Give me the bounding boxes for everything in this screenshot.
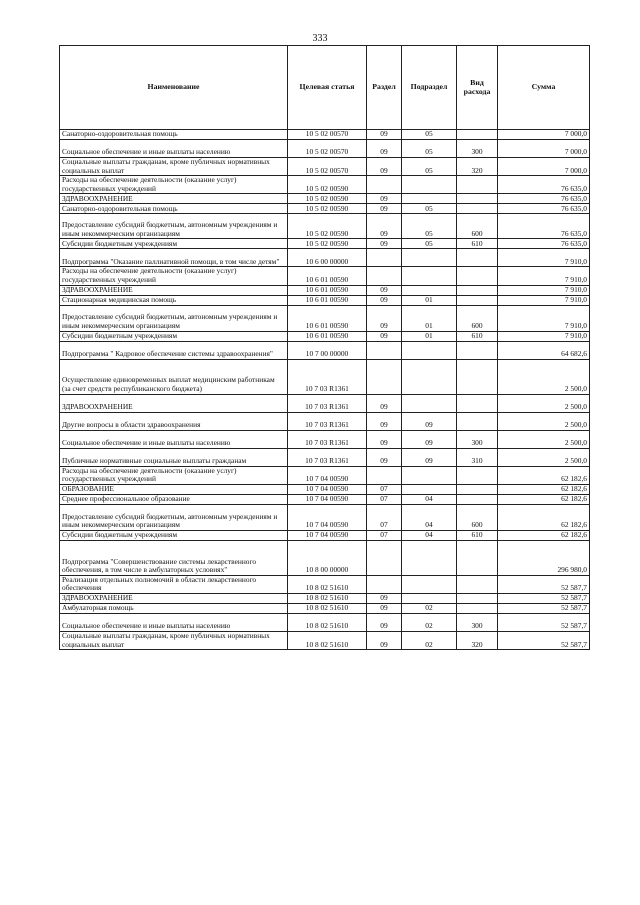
cell-sum: 7 910,0 bbox=[498, 249, 590, 267]
cell-code: 10 7 04 00590 bbox=[288, 484, 367, 494]
cell-name: Подпрограмма "Совершенствование системы лекарственного обеспечения, в том числе в амбулаторных условиях" bbox=[60, 540, 288, 575]
table-row bbox=[60, 575, 590, 593]
cell-code: 10 5 02 00570 bbox=[288, 130, 367, 140]
cell-section: 09 bbox=[367, 631, 402, 649]
cell-type: 600 bbox=[457, 305, 498, 331]
table-row bbox=[60, 613, 590, 631]
cell-subsection bbox=[402, 359, 457, 394]
cell-name: ЗДРАВООХРАНЕНИЕ bbox=[60, 593, 288, 603]
cell-sum: 2 500,0 bbox=[498, 412, 590, 430]
cell-sum: 7 910,0 bbox=[498, 285, 590, 295]
cell-code: 10 6 01 00590 bbox=[288, 285, 367, 295]
cell-type: 610 bbox=[457, 530, 498, 540]
cell-code: 10 7 04 00590 bbox=[288, 530, 367, 540]
cell-subsection bbox=[402, 194, 457, 204]
table-row bbox=[60, 540, 590, 575]
cell-sum: 7 910,0 bbox=[498, 331, 590, 341]
cell-code: 10 5 02 00570 bbox=[288, 140, 367, 158]
cell-section: 07 bbox=[367, 494, 402, 504]
cell-type: 610 bbox=[457, 331, 498, 341]
cell-name: Санаторно-оздоровительная помощь bbox=[60, 204, 288, 214]
cell-section bbox=[367, 341, 402, 359]
cell-section: 07 bbox=[367, 484, 402, 494]
cell-section bbox=[367, 359, 402, 394]
cell-name: Субсидии бюджетным учреждениям bbox=[60, 331, 288, 341]
cell-code: 10 6 00 00000 bbox=[288, 249, 367, 267]
cell-type bbox=[457, 341, 498, 359]
cell-name: Стационарная медицинская помощь bbox=[60, 295, 288, 305]
table-row bbox=[60, 530, 590, 540]
page-number: 333 bbox=[312, 33, 328, 44]
cell-code: 10 6 01 00590 bbox=[288, 331, 367, 341]
cell-section bbox=[367, 466, 402, 484]
cell-sum: 76 635,0 bbox=[498, 239, 590, 249]
cell-type bbox=[457, 176, 498, 194]
cell-type bbox=[457, 249, 498, 267]
cell-type bbox=[457, 130, 498, 140]
cell-name: Предоставление субсидий бюджетным, автономным учреждениям и иным некоммерческим организациям bbox=[60, 504, 288, 530]
cell-section bbox=[367, 540, 402, 575]
table-row bbox=[60, 494, 590, 504]
cell-sum: 2 500,0 bbox=[498, 394, 590, 412]
cell-code: 10 7 04 00590 bbox=[288, 494, 367, 504]
cell-name: Санаторно-оздоровительная помощь bbox=[60, 130, 288, 140]
cell-section: 09 bbox=[367, 331, 402, 341]
cell-type bbox=[457, 285, 498, 295]
cell-code: 10 7 03 R1361 bbox=[288, 412, 367, 430]
cell-sum: 2 500,0 bbox=[498, 448, 590, 466]
cell-sum: 62 182,6 bbox=[498, 484, 590, 494]
cell-subsection bbox=[402, 540, 457, 575]
cell-section: 09 bbox=[367, 239, 402, 249]
table-row bbox=[60, 204, 590, 214]
table-row bbox=[60, 305, 590, 331]
cell-name: Подпрограмма " Кадровое обеспечение системы здравоохранения" bbox=[60, 341, 288, 359]
cell-code: 10 7 03 R1361 bbox=[288, 448, 367, 466]
cell-subsection bbox=[402, 593, 457, 603]
table-row bbox=[60, 214, 590, 239]
cell-subsection: 09 bbox=[402, 430, 457, 448]
cell-code: 10 7 04 00590 bbox=[288, 504, 367, 530]
cell-subsection: 04 bbox=[402, 504, 457, 530]
cell-subsection bbox=[402, 341, 457, 359]
cell-name: Расходы на обеспечение деятельности (оказание услуг) государственных учреждений bbox=[60, 466, 288, 484]
table-row bbox=[60, 631, 590, 649]
cell-name: ЗДРАВООХРАНЕНИЕ bbox=[60, 285, 288, 295]
cell-subsection: 09 bbox=[402, 448, 457, 466]
cell-section: 09 bbox=[367, 204, 402, 214]
table-row bbox=[60, 430, 590, 448]
table-row bbox=[60, 593, 590, 603]
cell-type bbox=[457, 494, 498, 504]
cell-subsection bbox=[402, 466, 457, 484]
cell-sum: 64 682,6 bbox=[498, 341, 590, 359]
cell-code: 10 7 03 R1361 bbox=[288, 359, 367, 394]
cell-sum: 62 182,6 bbox=[498, 530, 590, 540]
header-name: Наименование bbox=[60, 46, 288, 130]
cell-type bbox=[457, 359, 498, 394]
cell-sum: 7 000,0 bbox=[498, 130, 590, 140]
cell-subsection: 05 bbox=[402, 140, 457, 158]
table-row bbox=[60, 130, 590, 140]
cell-name: ОБРАЗОВАНИЕ bbox=[60, 484, 288, 494]
cell-type bbox=[457, 575, 498, 593]
header-code: Целевая статья bbox=[288, 46, 367, 130]
table-row bbox=[60, 359, 590, 394]
cell-sum: 2 500,0 bbox=[498, 359, 590, 394]
cell-type: 320 bbox=[457, 631, 498, 649]
cell-section bbox=[367, 575, 402, 593]
cell-name: Реализация отдельных полномочий в области лекарственного обеспечения bbox=[60, 575, 288, 593]
table-row bbox=[60, 448, 590, 466]
cell-subsection: 02 bbox=[402, 631, 457, 649]
table-row bbox=[60, 341, 590, 359]
header-subsection: Подраздел bbox=[402, 46, 457, 130]
cell-code: 10 7 00 00000 bbox=[288, 341, 367, 359]
header-type: Вид расхода bbox=[457, 46, 498, 130]
cell-code: 10 6 01 00590 bbox=[288, 295, 367, 305]
cell-subsection: 02 bbox=[402, 603, 457, 613]
cell-sum: 62 182,6 bbox=[498, 504, 590, 530]
table-row bbox=[60, 394, 590, 412]
cell-section: 09 bbox=[367, 603, 402, 613]
table-row bbox=[60, 194, 590, 204]
cell-subsection bbox=[402, 285, 457, 295]
table-row bbox=[60, 239, 590, 249]
cell-sum: 7 000,0 bbox=[498, 158, 590, 176]
cell-subsection bbox=[402, 267, 457, 285]
cell-name: ЗДРАВООХРАНЕНИЕ bbox=[60, 394, 288, 412]
cell-sum: 76 635,0 bbox=[498, 204, 590, 214]
cell-name: Осуществление единовременных выплат медицинским работникам (за счет средств республиканского бюджета) bbox=[60, 359, 288, 394]
cell-section bbox=[367, 267, 402, 285]
cell-type bbox=[457, 204, 498, 214]
cell-sum: 76 635,0 bbox=[498, 194, 590, 204]
cell-subsection: 01 bbox=[402, 331, 457, 341]
cell-type bbox=[457, 412, 498, 430]
cell-code: 10 6 01 00590 bbox=[288, 267, 367, 285]
cell-sum: 7 910,0 bbox=[498, 295, 590, 305]
cell-section: 09 bbox=[367, 158, 402, 176]
cell-section: 07 bbox=[367, 530, 402, 540]
cell-sum: 52 587,7 bbox=[498, 593, 590, 603]
cell-type: 300 bbox=[457, 430, 498, 448]
cell-type bbox=[457, 194, 498, 204]
cell-subsection bbox=[402, 176, 457, 194]
cell-section: 09 bbox=[367, 430, 402, 448]
cell-type bbox=[457, 603, 498, 613]
cell-code: 10 7 04 00590 bbox=[288, 466, 367, 484]
cell-subsection: 02 bbox=[402, 613, 457, 631]
cell-subsection: 04 bbox=[402, 494, 457, 504]
cell-subsection: 09 bbox=[402, 412, 457, 430]
table-row bbox=[60, 603, 590, 613]
header-section: Раздел bbox=[367, 46, 402, 130]
cell-name: Другие вопросы в области здравоохранения bbox=[60, 412, 288, 430]
cell-section: 09 bbox=[367, 305, 402, 331]
cell-subsection bbox=[402, 575, 457, 593]
cell-code: 10 5 02 00590 bbox=[288, 239, 367, 249]
cell-sum: 62 182,6 bbox=[498, 494, 590, 504]
cell-subsection: 04 bbox=[402, 530, 457, 540]
cell-code: 10 5 02 00570 bbox=[288, 158, 367, 176]
cell-section: 09 bbox=[367, 140, 402, 158]
cell-sum: 52 587,7 bbox=[498, 575, 590, 593]
cell-section: 09 bbox=[367, 130, 402, 140]
cell-subsection: 05 bbox=[402, 204, 457, 214]
cell-section: 09 bbox=[367, 194, 402, 204]
cell-section: 09 bbox=[367, 214, 402, 239]
cell-name: ЗДРАВООХРАНЕНИЕ bbox=[60, 194, 288, 204]
cell-name: Социальное обеспечение и иные выплаты населению bbox=[60, 140, 288, 158]
table-row bbox=[60, 331, 590, 341]
cell-sum: 62 182,6 bbox=[498, 466, 590, 484]
header-sum: Сумма bbox=[498, 46, 590, 130]
cell-type bbox=[457, 484, 498, 494]
cell-subsection bbox=[402, 249, 457, 267]
cell-code: 10 5 02 00590 bbox=[288, 194, 367, 204]
cell-code: 10 7 03 R1361 bbox=[288, 394, 367, 412]
cell-code: 10 8 02 51610 bbox=[288, 631, 367, 649]
cell-subsection: 01 bbox=[402, 295, 457, 305]
table-row bbox=[60, 176, 590, 194]
cell-section bbox=[367, 176, 402, 194]
cell-name: Предоставление субсидий бюджетным, автономным учреждениям и иным некоммерческим организациям bbox=[60, 214, 288, 239]
budget-table bbox=[59, 45, 590, 650]
cell-name: Среднее профессиональное образование bbox=[60, 494, 288, 504]
table-row bbox=[60, 412, 590, 430]
cell-name: Подпрограмма "Оказание паллиативной помощи, в том числе детям" bbox=[60, 249, 288, 267]
cell-type: 600 bbox=[457, 504, 498, 530]
cell-section: 07 bbox=[367, 504, 402, 530]
cell-code: 10 5 02 00590 bbox=[288, 214, 367, 239]
cell-code: 10 8 02 51610 bbox=[288, 575, 367, 593]
cell-code: 10 5 02 00590 bbox=[288, 204, 367, 214]
table-row bbox=[60, 504, 590, 530]
cell-type: 600 bbox=[457, 214, 498, 239]
cell-subsection: 01 bbox=[402, 305, 457, 331]
cell-section: 09 bbox=[367, 285, 402, 295]
cell-subsection: 05 bbox=[402, 158, 457, 176]
table-row bbox=[60, 295, 590, 305]
cell-name: Амбулаторная помощь bbox=[60, 603, 288, 613]
cell-type: 610 bbox=[457, 239, 498, 249]
cell-name: Социальное обеспечение и иные выплаты населению bbox=[60, 613, 288, 631]
cell-type: 300 bbox=[457, 140, 498, 158]
cell-name: Публичные нормативные социальные выплаты гражданам bbox=[60, 448, 288, 466]
cell-subsection bbox=[402, 484, 457, 494]
cell-code: 10 8 02 51610 bbox=[288, 613, 367, 631]
cell-name: Расходы на обеспечение деятельности (оказание услуг) государственных учреждений bbox=[60, 267, 288, 285]
cell-section: 09 bbox=[367, 613, 402, 631]
cell-type: 320 bbox=[457, 158, 498, 176]
cell-code: 10 8 00 00000 bbox=[288, 540, 367, 575]
cell-code: 10 8 02 51610 bbox=[288, 603, 367, 613]
cell-name: Субсидии бюджетным учреждениям bbox=[60, 239, 288, 249]
table-row bbox=[60, 484, 590, 494]
cell-name: Социальные выплаты гражданам, кроме публичных нормативных социальных выплат bbox=[60, 158, 288, 176]
cell-section: 09 bbox=[367, 448, 402, 466]
table-header-row bbox=[60, 46, 590, 130]
cell-sum: 7 910,0 bbox=[498, 267, 590, 285]
cell-code: 10 5 02 00590 bbox=[288, 176, 367, 194]
cell-sum: 7 000,0 bbox=[498, 140, 590, 158]
cell-type bbox=[457, 267, 498, 285]
table-row bbox=[60, 466, 590, 484]
cell-subsection: 05 bbox=[402, 214, 457, 239]
cell-type bbox=[457, 593, 498, 603]
cell-type bbox=[457, 466, 498, 484]
cell-name: Расходы на обеспечение деятельности (оказание услуг) государственных учреждений bbox=[60, 176, 288, 194]
cell-sum: 52 587,7 bbox=[498, 613, 590, 631]
cell-sum: 76 635,0 bbox=[498, 176, 590, 194]
cell-sum: 296 980,0 bbox=[498, 540, 590, 575]
cell-name: Социальные выплаты гражданам, кроме публичных нормативных социальных выплат bbox=[60, 631, 288, 649]
cell-name: Субсидии бюджетным учреждениям bbox=[60, 530, 288, 540]
table-row bbox=[60, 249, 590, 267]
cell-type bbox=[457, 295, 498, 305]
cell-section: 09 bbox=[367, 394, 402, 412]
cell-code: 10 7 03 R1361 bbox=[288, 430, 367, 448]
cell-section: 09 bbox=[367, 412, 402, 430]
cell-section: 09 bbox=[367, 295, 402, 305]
cell-subsection bbox=[402, 394, 457, 412]
cell-type bbox=[457, 394, 498, 412]
cell-type bbox=[457, 540, 498, 575]
table-row bbox=[60, 267, 590, 285]
cell-subsection: 05 bbox=[402, 130, 457, 140]
table-row bbox=[60, 285, 590, 295]
cell-section bbox=[367, 249, 402, 267]
cell-code: 10 6 01 00590 bbox=[288, 305, 367, 331]
cell-name: Предоставление субсидий бюджетным, автономным учреждениям и иным некоммерческим организациям bbox=[60, 305, 288, 331]
cell-sum: 2 500,0 bbox=[498, 430, 590, 448]
table-row bbox=[60, 158, 590, 176]
cell-type: 300 bbox=[457, 613, 498, 631]
cell-sum: 52 587,7 bbox=[498, 603, 590, 613]
cell-section: 09 bbox=[367, 593, 402, 603]
cell-name: Социальное обеспечение и иные выплаты населению bbox=[60, 430, 288, 448]
cell-sum: 52 587,7 bbox=[498, 631, 590, 649]
cell-subsection: 05 bbox=[402, 239, 457, 249]
cell-sum: 76 635,0 bbox=[498, 214, 590, 239]
cell-type: 310 bbox=[457, 448, 498, 466]
table-row bbox=[60, 140, 590, 158]
cell-code: 10 8 02 51610 bbox=[288, 593, 367, 603]
cell-sum: 7 910,0 bbox=[498, 305, 590, 331]
